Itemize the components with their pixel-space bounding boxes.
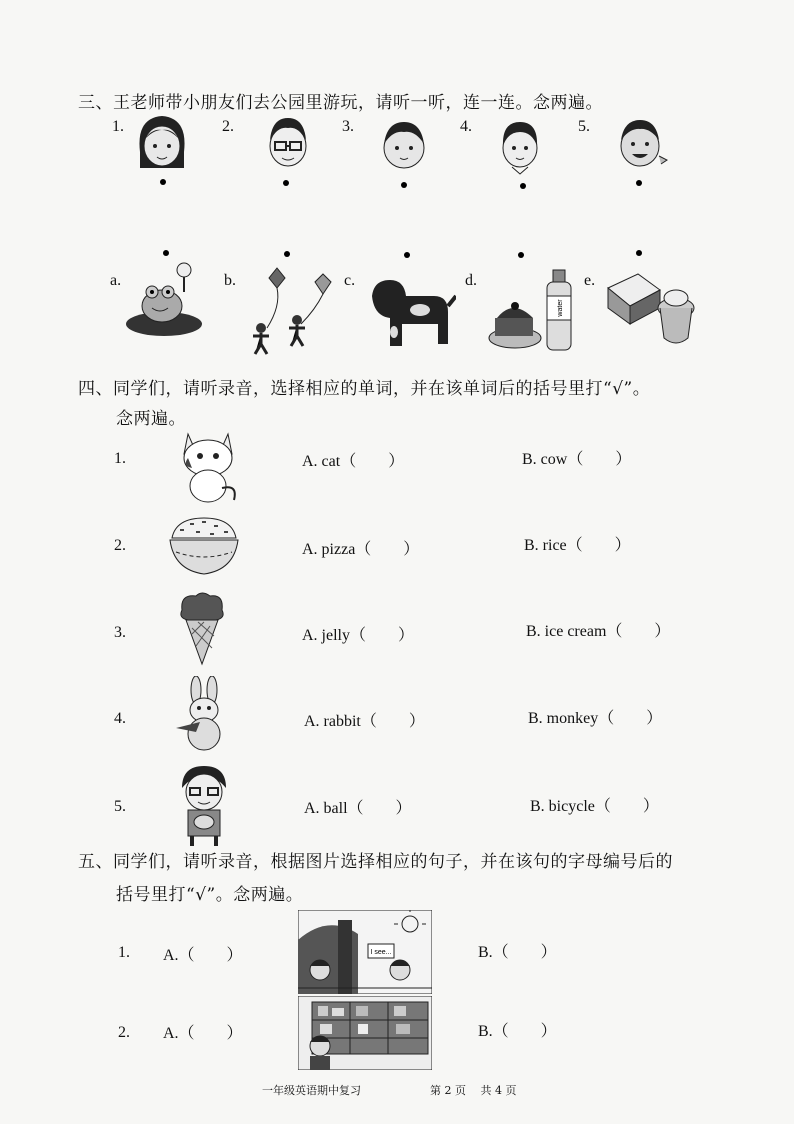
question4-1-option-a[interactable]: A. cat（ ） [302,453,405,470]
rabbit-icon [172,676,236,752]
item-letter-b: b. [224,272,236,289]
girl-face-icon-2 [494,116,546,176]
question4-3-option-b[interactable]: B. ice cream（ ） [526,623,671,640]
face-number-2: 2. [222,118,234,135]
item-letter-d: d. [465,272,477,289]
water-label: water [557,299,564,317]
section5-heading-line2: 括号里打“√”。念两遍。 [116,885,304,905]
cat-icon [174,424,242,506]
item-dot-d[interactable] [518,252,524,258]
section3-heading: 三、王老师带小朋友们去公园里游玩，请听一听，连一连。念两遍。 [78,93,603,113]
item-dot-b[interactable] [284,251,290,257]
item-dot-e[interactable] [636,250,642,256]
question4-4-number: 4. [114,710,126,727]
question4-3-option-a[interactable]: A. jelly（ ） [302,627,414,644]
speech-bubble-text: I see... [370,949,392,956]
question4-5-option-b[interactable]: B. bicycle（ ） [530,798,659,815]
rice-bowl-icon [166,514,242,580]
face-number-4: 4. [460,118,472,135]
face-number-3: 3. [342,118,354,135]
face-dot-3[interactable] [401,182,407,188]
cake-and-water-bottle-icon [487,266,583,354]
page-number: 第 2 页 共 4 页 [430,1084,517,1097]
boy-face-icon [375,118,433,174]
item-letter-a: a. [110,272,122,289]
question4-2-option-b[interactable]: B. rice（ ） [524,537,631,554]
sandwich-and-jelly-icon [602,268,700,352]
item-letter-e: e. [584,272,596,289]
face-number-1: 1. [112,118,124,135]
boy-at-shop-shelf-icon [298,996,432,1070]
item-dot-c[interactable] [404,252,410,258]
dog-icon [364,266,456,352]
face-dot-5[interactable] [636,180,642,186]
boy-icon [174,764,234,848]
section4-heading-line2: 念两遍。 [116,409,186,429]
question4-1-option-b[interactable]: B. cow（ ） [522,451,632,468]
footer-title: 一年级英语期中复习 [262,1084,361,1097]
question4-1-number: 1. [114,450,126,467]
question4-2-option-a[interactable]: A. pizza（ ） [302,541,420,558]
question4-5-option-a[interactable]: A. ball（ ） [304,800,412,817]
question5-1-number: 1. [118,944,130,961]
item-letter-c: c. [344,272,356,289]
question4-4-option-b[interactable]: B. monkey（ ） [528,710,663,727]
kids-flying-kites-icon [245,266,337,358]
question5-2-number: 2. [118,1024,130,1041]
ice-cream-cone-icon [176,590,228,666]
smiling-boy-icon [612,116,670,172]
question4-2-number: 2. [114,537,126,554]
boy-with-glasses-icon [258,112,318,172]
question5-1-option-a[interactable]: A.（ ） [163,947,243,964]
question5-2-option-a[interactable]: A.（ ） [163,1025,243,1042]
face-dot-1[interactable] [160,179,166,185]
question5-1-option-b[interactable]: B.（ ） [478,944,557,961]
face-dot-4[interactable] [520,183,526,189]
frog-on-lily-pad-icon [122,262,202,342]
question5-2-option-b[interactable]: B.（ ） [478,1023,557,1040]
face-number-5: 5. [578,118,590,135]
face-dot-2[interactable] [283,180,289,186]
question4-3-number: 3. [114,624,126,641]
girl-face-icon [132,112,192,172]
section5-heading-line1: 五、同学们，请听录音，根据图片选择相应的句子，并在该句的字母编号后的 [78,852,673,872]
item-dot-a[interactable] [163,250,169,256]
children-in-park-scene-icon [298,910,432,994]
section4-heading-line1: 四、同学们，请听录音，选择相应的单词，并在该单词后的括号里打“√”。 [78,379,651,399]
question4-4-option-a[interactable]: A. rabbit（ ） [304,713,425,730]
question4-5-number: 5. [114,798,126,815]
